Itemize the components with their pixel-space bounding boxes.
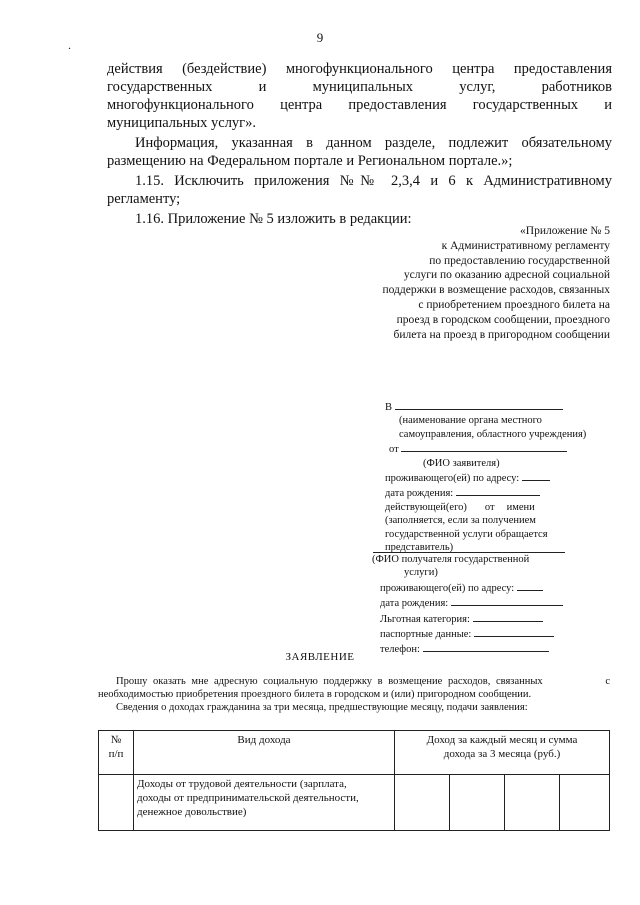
category-label: Льготная категория: (380, 613, 470, 625)
birth-date-field[interactable] (451, 595, 563, 606)
col-income-header (395, 731, 610, 775)
address-field[interactable] (522, 470, 550, 481)
appendix-line: услуги по оказанию адресной социальной (403, 269, 610, 282)
appendix-line: поддержки в возмещение расходов, связанных (382, 284, 610, 297)
note-line: представитель) (385, 542, 454, 554)
col-number-header (99, 731, 134, 775)
appendix-line: к Административному регламенту (441, 239, 610, 252)
body-line: 1.15. Исключить приложения №№ 2,3,4 и 6 к Административному (135, 173, 612, 189)
month-1-cell[interactable] (395, 775, 450, 831)
body-line: размещению на Федеральном портале и Региональном портале.»; (107, 153, 513, 169)
main-text (107, 60, 612, 228)
acting-label-from: от (484, 501, 495, 513)
statement-line-end: с (605, 676, 610, 687)
org-hint: (наименование органа местного (399, 415, 542, 427)
fio-hint: (ФИО заявителя) (423, 457, 500, 469)
residing-label: проживающего(ей) по адресу: (380, 582, 515, 594)
appendix-line: с приобретением проездного билета на (418, 298, 610, 311)
income-type-line: доходы от предпринимательской деятельности, (137, 792, 359, 804)
residing-label: проживающего(ей) по адресу: (385, 473, 520, 485)
acting-label-name: имени (506, 501, 535, 513)
body-line: 1.16. Приложение № 5 изложить в редакции: (135, 211, 412, 227)
applicant-name-field[interactable] (401, 441, 567, 452)
acting-label: действующей(его) (385, 501, 467, 513)
birth-date-field[interactable] (456, 485, 540, 496)
from-prefix: от (389, 444, 399, 456)
income-type-line: денежное довольствие) (137, 806, 247, 818)
col-type-header: Вид дохода (134, 731, 395, 775)
note-line: государственной услуги обращается (385, 528, 548, 540)
appendix-line: билета на проезд в пригородном сообщении (393, 328, 610, 341)
recipient-hint: услуги) (404, 567, 438, 579)
org-hint: самоуправления, областного учреждения) (399, 428, 587, 440)
month-3-cell[interactable] (505, 775, 560, 831)
statement-line: Сведения о доходах гражданина за три месяца, предшествующие месяцу, подачи заявления: (116, 702, 528, 713)
body-line: регламенту; (107, 191, 181, 207)
col-number-header-line: п/п (108, 748, 124, 760)
addressee-field[interactable] (395, 399, 563, 410)
body-line: многофункционального центра предоставления государственных и (107, 97, 612, 113)
col-number-header-line: № (110, 734, 122, 746)
statement-line: Прошу оказать мне адресную социальную поддержку в возмещение расходов, связанных (116, 676, 543, 687)
statement-line: необходимостью приобретения проездного билета в городском и (или) пригородном сообщении. (98, 689, 532, 700)
page-number: 9 (316, 30, 324, 45)
appendix-line: по предоставлению государственной (429, 254, 610, 267)
phone-label: телефон: (380, 644, 420, 656)
body-line: муниципальных услуг». (107, 115, 257, 131)
appendix-line: проезд в городском сообщении, проездного (396, 313, 610, 326)
statement-text (98, 675, 610, 714)
appendix-header (330, 224, 610, 342)
income-table (98, 730, 610, 831)
address-field[interactable] (517, 580, 543, 591)
birth-date-label: дата рождения: (385, 488, 454, 500)
addressee-block (385, 399, 625, 554)
recipient-hint: (ФИО получателя государственной (372, 554, 530, 565)
total-cell[interactable] (560, 775, 610, 831)
appendix-line: «Приложение № 5 (520, 225, 610, 237)
income-type-cell (134, 775, 395, 831)
income-type-line: Доходы от трудовой деятельности (зарплата, (137, 778, 347, 790)
col-income-header-line: Доход за каждый месяц и сумма (426, 734, 578, 746)
birth-date-label: дата рождения: (380, 598, 449, 610)
row-number-cell[interactable] (99, 775, 134, 831)
category-field[interactable] (473, 611, 543, 622)
to-prefix: В (385, 402, 393, 413)
table-row (99, 775, 610, 831)
body-line: действия (бездействие) многофункционального центра предоставления (107, 61, 612, 77)
body-line: Информация, указанная в данном разделе, подлежит обязательному (135, 135, 612, 151)
note-line: (заполняется, если за получением (385, 515, 536, 527)
body-line: государственных и муниципальных услуг, работников (107, 79, 612, 95)
recipient-block (372, 553, 612, 657)
month-2-cell[interactable] (450, 775, 505, 831)
col-income-header-line: дохода за 3 месяца (руб.) (443, 748, 561, 760)
passport-field[interactable] (474, 626, 554, 637)
statement-title: ЗАЯВЛЕНИЕ (285, 651, 355, 663)
stray-mark: . (68, 38, 71, 52)
passport-label: паспортные данные: (380, 629, 472, 641)
